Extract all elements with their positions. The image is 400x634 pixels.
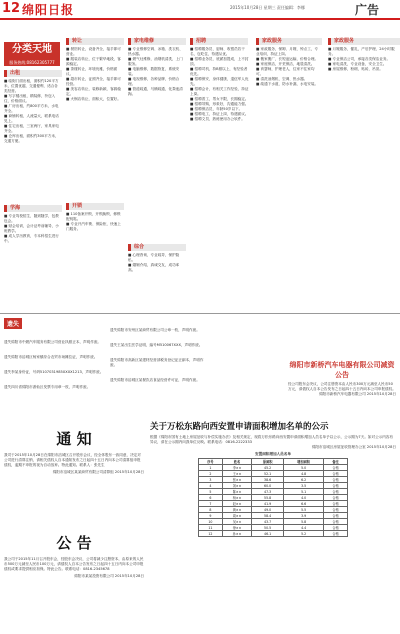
loss-item: 遗失绵阳市高新区某建材经营部税务登记证正副本，声明作废。 — [110, 358, 204, 367]
table-cell: 吴×× — [222, 519, 251, 525]
relocation-announcement-sign: 绵阳市涪城区房屋征收管理办公室 2015年10月28日 — [311, 445, 396, 449]
table-cell: 9 — [199, 513, 223, 519]
notice-2 — [4, 532, 144, 627]
table-cell: 8 — [199, 507, 223, 513]
names-table — [198, 458, 348, 537]
repair-listings: ■ 专业维修空调、冰箱、洗衣机、热水器。 ■ 燃气灶维修，油烟机清洗，上门服务。 ■ 电脑维修，数据恢复，系统安装。 ■ 电视维修，各种品牌，价格合理。 ■ 管道疏通，马桶疏通，化粪池清掏。 — [128, 47, 183, 96]
table-cell: 60.0 — [252, 483, 284, 489]
table-cell: 2 — [199, 471, 223, 477]
housekeeping-listings-2: ■ 月嫂服务，催乳，产后护理，24小时服务。 ■ 专业保洁公司，承接各类保洁业务。 ■ 家电清洗，专业设备，安全卫生。 ■ 房屋维修，粉刷，贴砖，吊顶。 — [328, 47, 395, 71]
table-cell: 王×× — [222, 471, 251, 477]
names-table-title: 安置面积增加人员名单 — [255, 452, 291, 456]
loss-notices-col1 — [4, 330, 104, 416]
loss-notices-col2 — [110, 318, 210, 416]
table-cell: 55.8 — [252, 495, 284, 501]
category-locksmith: 开锁 — [66, 203, 124, 210]
table-cell: 3 — [199, 477, 223, 483]
table-cell: 合格 — [324, 477, 348, 483]
table-cell: 47.3 — [252, 489, 284, 495]
table-cell: 50.5 — [252, 525, 284, 531]
loss-item: 遗失绵阳市安州区某商贸有限公司公章一枚，声明作废。 — [110, 328, 200, 332]
notice-1 — [4, 428, 144, 523]
section-divider — [0, 313, 400, 314]
relocation-announcement-body: 根据《绵阳市国有土地上房屋征收与补偿实施办法》及相关规定，现将万松东路向西安置申请面积增加人员名单予以公示，公示期为7天。如对公示内容有异议，请在公示期内向我单位反映。联系电话：0816-2222333 — [150, 435, 394, 444]
misc-listings: ■ 心理咨询，专业疏导，保护隐私。 ■ 婚姻介绍，真诚交友，成功率高。 — [128, 253, 180, 272]
loss-item: 遗失王某出生医学证明，编号M510067XXX，声明作废。 — [110, 343, 203, 347]
table-cell: 合格 — [324, 507, 348, 513]
table-cell: 7 — [199, 501, 223, 507]
table-cell: 杨×× — [222, 495, 251, 501]
classified-banner — [4, 42, 60, 66]
notice-1-body: 我司于2015年10月28日在绵阳市涪城区召开股东会议，经全体股东一致同意，决定对公司进行清算注销，请相关债权人自本通知发布之日起四十五日内向本公司清算组申报债权，逾期不申报的视为自动放弃。特此通知。联系人：张先生 — [4, 453, 141, 467]
classified-banner-title: 分类天地 — [12, 44, 52, 55]
table-cell: 周×× — [222, 513, 251, 519]
table-cell: 12 — [199, 531, 223, 537]
table-cell: 合格 — [324, 513, 348, 519]
category-transfer: 转让 — [66, 38, 124, 45]
category-study: 学海 — [4, 205, 62, 212]
relocation-announcement-title: 关于万松东路向西安置申请面积增加名单的公示 — [150, 422, 329, 432]
table-cell: 52.1 — [252, 471, 284, 477]
table-cell: 合格 — [324, 489, 348, 495]
table-cell: 45.2 — [252, 465, 284, 471]
loss-item: 遗失绵阳市涪城区杨家镇综合农贸市场摊位证，声明作废。 — [4, 355, 98, 359]
table-cell: 张×× — [222, 477, 251, 483]
column-header: 增加面积 — [284, 459, 324, 465]
table-cell: 合格 — [324, 471, 348, 477]
loss-item: 遗失绵阳市中燃汽车服务有限公司营业执照正本，声明作废。 — [4, 340, 102, 344]
reduction-notice — [288, 360, 396, 410]
table-cell: 3.5 — [284, 483, 324, 489]
relocation-announcement — [150, 420, 396, 630]
table-cell: 合格 — [324, 519, 348, 525]
table-cell: 46.1 — [252, 531, 284, 537]
classified-hotline: 服务热线:08162305777 — [9, 60, 55, 65]
newspaper-logo: 绵阳日报 — [22, 3, 75, 17]
table-cell: 5.0 — [284, 465, 324, 471]
table-cell: 41.9 — [252, 501, 284, 507]
table-cell: 6.2 — [284, 477, 324, 483]
table-cell: 4.8 — [284, 471, 324, 477]
category-repair: 家电维修 — [128, 38, 186, 45]
table-cell: 合格 — [324, 531, 348, 537]
notice-2-body: 我公司于2015年11月召开股东会，经股东会决议，公司将减少注册资本，由原来的人民币500万元减至人民币100万元，请债权人自本公告发布之日起四十五日内向本公司申报债权或要求提供相应担保。特此公告。联系电话：0816-2345678 — [4, 557, 144, 571]
table-cell: 合格 — [324, 465, 348, 471]
table-cell: 刘×× — [222, 483, 251, 489]
category-housekeeping: 家政服务 — [256, 38, 322, 45]
table-cell: 陈×× — [222, 489, 251, 495]
table-cell: 10 — [199, 519, 223, 525]
category-rent: 出租 — [4, 70, 62, 77]
section-title: 广告 — [355, 3, 380, 17]
table-cell: 5.2 — [284, 531, 324, 537]
column-header: 备注 — [324, 459, 348, 465]
table-cell: 徐×× — [222, 525, 251, 531]
table-cell: 孙×× — [222, 531, 251, 537]
table-cell: 合格 — [324, 495, 348, 501]
page-number: 12 — [2, 1, 21, 16]
table-cell: 3.9 — [284, 513, 324, 519]
rent-listings: ■ 临街门面出租，面积约120平方米，位置优越，交通便利，适合各类经营。 ■ 写字楼出租，精装修，拎包入住，价格面议。 ■ 厂房出租，约800平方米，水电齐全。 ■ 商铺转租，人流量大，联系电话见上。 ■ 住宅出租，三室两厅，家具家电齐全。 ■ 仓库出租，面积约300平方米，交通方便。 — [4, 79, 59, 143]
table-cell: 合格 — [324, 501, 348, 507]
column-header: 原面积 — [252, 459, 284, 465]
category-hiring: 招聘 — [190, 38, 248, 45]
table-cell: 4.4 — [284, 525, 324, 531]
housekeeping-listings: ■ 家政服务，保姆、月嫂、钟点工，专业培训，持证上岗。 ■ 搬家搬厂，长短途运输，价格合理。 ■ 家庭保洁，开荒保洁，地毯清洗。 ■ 育婴师，护理老人，住家不住家均可。 ■ 清洗油烟机、空调、热水器。 ■ 疏通下水道，防水补漏，水电安装。 — [256, 47, 319, 86]
notice-1-sign: 绵阳市涪城区某某商贸有限公司清算组 2015年10月28日 — [52, 470, 144, 474]
table-cell: 49.0 — [252, 507, 284, 513]
table-cell: 合格 — [324, 525, 348, 531]
category-misc: 综合 — [128, 244, 186, 251]
table-cell: 1 — [199, 465, 223, 471]
loss-item: 遗失绵阳市涪城区某餐饮店食品经营许可证，声明作废。 — [110, 378, 200, 382]
table-row — [199, 531, 348, 537]
table-cell: 赵×× — [222, 501, 251, 507]
column-header: 姓名 — [222, 459, 251, 465]
table-cell: 李×× — [222, 465, 251, 471]
table-cell: 6 — [199, 495, 223, 501]
table-cell: 合格 — [324, 483, 348, 489]
transfer-listings: ■ 餐馆转让，设备齐全，接手即可营业。 ■ 服装店转让，位于繁华地段，客源稳定。 ■ 茶楼转让，环境优雅，价格面议。 ■ 超市转让，证照齐全，接手即可经营。 ■ 美容店转让，装修新颖，客源稳定。 ■ 火锅店转让，面积大，位置好。 — [66, 47, 121, 101]
table-cell: 38.6 — [252, 477, 284, 483]
table-cell: 6.6 — [284, 501, 324, 507]
table-cell: 4.0 — [284, 495, 324, 501]
notice-2-title: 公 告 — [56, 534, 92, 552]
loss-item: 遗失四川省绵阳市游仙区发票专用章一枚，声明作废。 — [4, 385, 91, 389]
column-header: 序号 — [199, 459, 223, 465]
locksmith-listings: ■ 110备案开锁，开锁换锁，修锁配钥匙。 ■ 专业开汽车锁、保险柜，快速上门服务。 — [66, 212, 121, 231]
page-header — [0, 0, 400, 20]
table-cell: 5.5 — [284, 507, 324, 513]
issue-meta: 2015年10月28日 星期三 责任编辑：李娜 — [230, 5, 305, 10]
category-housekeeping-2: 家政服务 — [328, 38, 400, 45]
loss-item: 遗失李某身份证，号码5107031985XXXX1213，声明作废。 — [4, 370, 104, 374]
table-cell: 4 — [199, 483, 223, 489]
hiring-listings: ■ 招聘服务员、厨师、收银员若干名，包吃住，待遇从优。 ■ 招聘业务员，底薪加提成，上不封顶。 ■ 招聘司机，持B照以上，有经验者优先。 ■ 招聘保安，身体健康，退伍军人优先。 ■ 招聘会计，有相关工作经验，持证上岗。 ■ 招聘普工，男女不限，长期稳定。 ■ 招聘导购，形象好，沟通能力强。 ■ 招聘保洁员，年龄50岁以下。 ■ 招聘电工，持证上岗，待遇面议。 ■ 招聘文员，熟练使用办公软件。 — [190, 47, 249, 121]
table-cell: 43.7 — [252, 519, 284, 525]
study-listings: ■ 专业驾校招生，随到随学，包教包会。 ■ 财会培训，会计证考前辅导，小班教学。 ■ 成人学历教育，专本科招生进行中。 — [4, 214, 59, 243]
table-cell: 58.4 — [252, 513, 284, 519]
loss-notices-title: 遗失 — [4, 318, 22, 329]
table-cell: 黄×× — [222, 507, 251, 513]
reduction-notice-sign: 绵阳市新桥汽车电器有限公司 2015年10月28日 — [319, 392, 396, 396]
reduction-notice-title: 绵阳市新桥汽车电器有限公司减资公告 — [289, 361, 395, 379]
notice-1-title: 通 知 — [56, 430, 92, 448]
table-cell: 11 — [199, 525, 223, 531]
table-cell: 5.8 — [284, 519, 324, 525]
table-cell: 5.1 — [284, 489, 324, 495]
reduction-notice-body: 经公司股东会决议，公司注册资本由人民币300万元减至人民币50万元，请债权人自本公告发布之日起四十五日内向本公司申报债权。 — [288, 382, 396, 391]
notice-2-sign: 绵阳市某某投资有限公司 2015年10月28日 — [74, 574, 144, 578]
table-cell: 5 — [199, 489, 223, 495]
